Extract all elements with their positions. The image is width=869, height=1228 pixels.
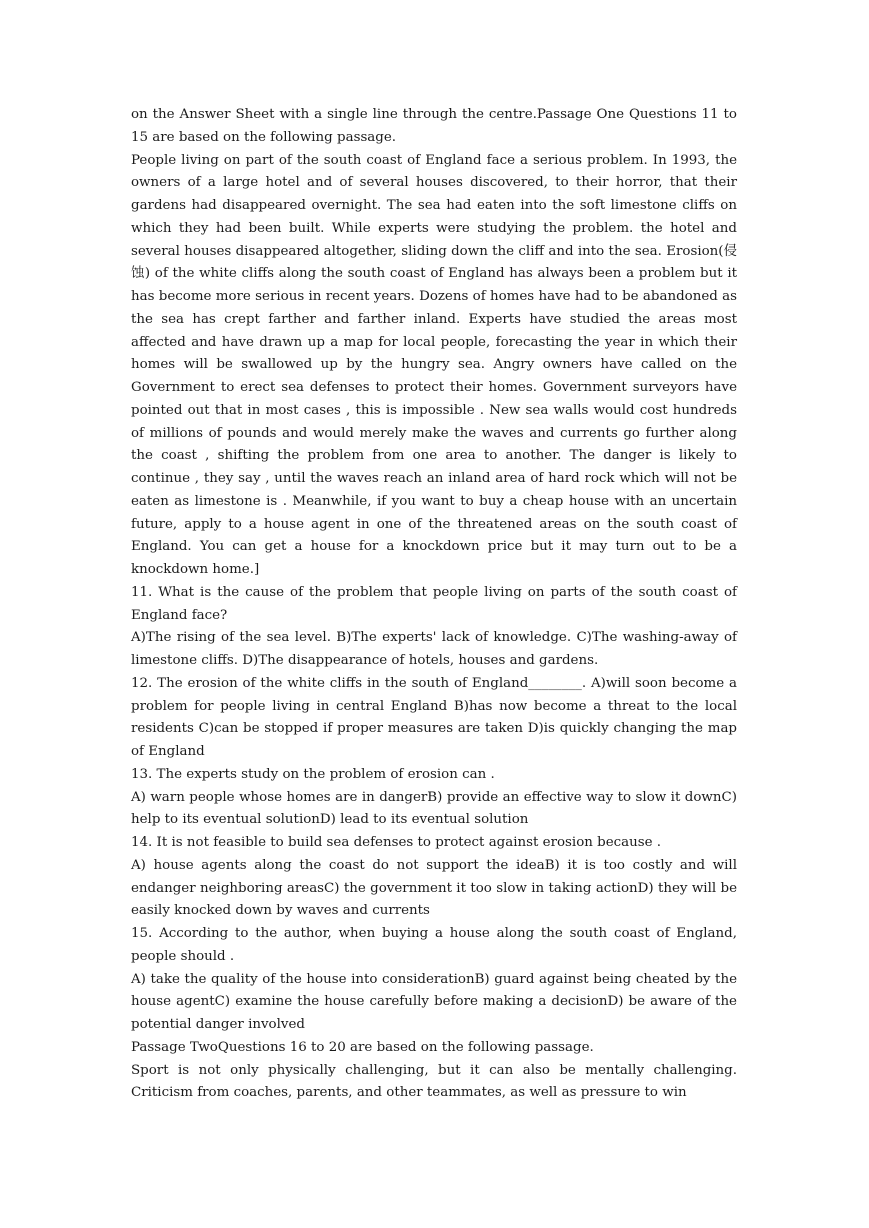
question-13-options: A) warn people whose homes are in dangerB) provide an effective way to slow it downC) help to its eventual solutionD) lead to its eventual solution bbox=[131, 789, 737, 828]
question-13: 13. The experts study on the problem of erosion can . bbox=[131, 766, 495, 782]
document-body bbox=[131, 104, 737, 1105]
passage-one-text: People living on part of the south coast of England face a serious problem. In 1993, the owners of a large hotel and of several houses discovered, to their horror, that their gardens had disappeared overnight. The sea had eaten into the soft limestone cliffs on which they had been built. While experts were studying the problem. the hotel and several houses disappeared altogether, sliding down the cliff and into the sea. Erosion(侵蚀) of the white cliffs along the south coast of England has always been a problem but it has become more serious in recent years. Dozens of homes have had to be abandoned as the sea has crept farther and farther inland. Experts have studied the areas most affected and have drawn up a map for local people, forecasting the year in which their homes will be swallowed up by the hungry sea. Angry owners have called on the Government to erect sea defenses to protect their homes. Government surveyors have pointed out that in most cases , this is impossible . New sea walls would cost hundreds of millions of pounds and would merely make the waves and currents go further along the coast , shifting the problem from one area to another. The danger is likely to continue , they say , until the waves reach an inland area of hard rock which will not be eaten as limestone is . Meanwhile, if you want to buy a cheap house with an uncertain future, apply to a house agent in one of the threatened areas on the south coast of England. You can get a house for a knockdown price but it may turn out to be a knockdown home.] bbox=[131, 152, 737, 577]
question-11: 11. What is the cause of the problem that people living on parts of the south coast of England face? bbox=[131, 584, 737, 623]
question-12: 12. The erosion of the white cliffs in the south of England________. A)will soon become a problem for people living in central England B)has now become a threat to the local residents C)can be stopped if proper measures are taken D)is quickly changing the map of England bbox=[131, 675, 737, 759]
passage-two-text: Sport is not only physically challenging, but it can also be mentally challenging. Criticism from coaches, parents, and other teammates, as well as pressure to win bbox=[131, 1062, 737, 1101]
question-14: 14. It is not feasible to build sea defenses to protect against erosion because . bbox=[131, 835, 662, 850]
question-11-options: A)The rising of the sea level. B)The experts' lack of knowledge. C)The washing-away of limestone cliffs. D)The disappearance of hotels, houses and gardens. bbox=[131, 630, 737, 668]
question-15: 15. According to the author, when buying a house along the south coast of England, people should . bbox=[131, 926, 737, 964]
passage-two-heading: Passage TwoQuestions 16 to 20 are based on the following passage. bbox=[131, 1039, 594, 1055]
question-14-options: A) house agents along the coast do not support the ideaB) it is too costly and will endanger neighboring areasC) the government it too slow in taking actionD) they will be easily knocked down by waves and currents bbox=[131, 857, 737, 919]
intro-paragraph: on the Answer Sheet with a single line through the centre.Passage One Questions 11 to 15 are based on the following passage. bbox=[131, 107, 737, 145]
question-15-options: A) take the quality of the house into considerationB) guard against being cheated by the house agentC) examine the house carefully before making a decisionD) be aware of the potential danger involved bbox=[131, 971, 737, 1032]
